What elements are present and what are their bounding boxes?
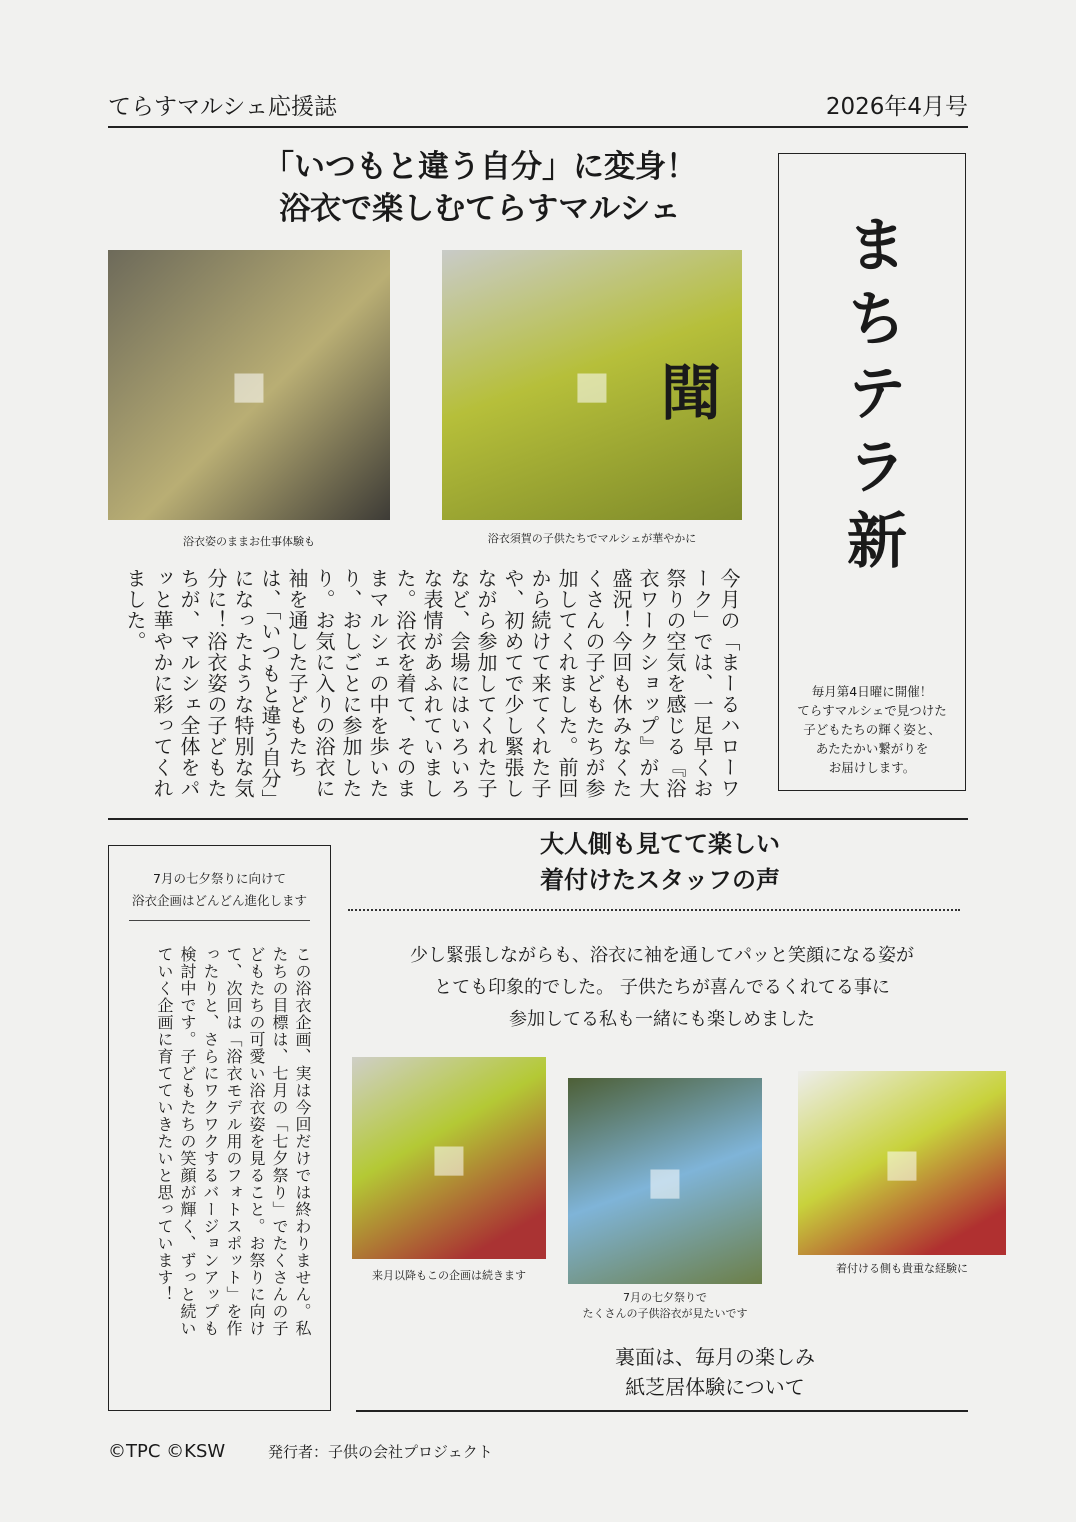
quote-line: 少し緊張しながらも、浴衣に袖を通してパッと笑顔になる姿が bbox=[410, 945, 914, 966]
box-heading bbox=[109, 868, 330, 912]
photo4-caption-line1: 7月の七夕祭りで bbox=[623, 1291, 707, 1304]
bottom-rule bbox=[356, 1410, 968, 1412]
section-rule bbox=[108, 818, 968, 820]
dotted-divider bbox=[348, 909, 960, 911]
header-rule bbox=[108, 126, 968, 128]
masthead-text-line: お届けします。 bbox=[828, 760, 916, 775]
photo-staff-dressing bbox=[798, 1071, 1006, 1255]
staff-section-title bbox=[430, 826, 890, 898]
masthead-text-line: 毎月第4日曜に開催！ bbox=[811, 684, 933, 699]
publication-name: てらすマルシェ応援誌 bbox=[108, 94, 337, 120]
masthead-text-line: 子どもたちの輝く姿と、 bbox=[803, 722, 941, 737]
photo1-caption: 浴衣姿のままお仕事体験も bbox=[183, 535, 315, 548]
staff-quote bbox=[348, 940, 976, 1036]
back-teaser-line2: 紙芝居体験について bbox=[625, 1375, 805, 1399]
box-heading-line2: 浴衣企画はどんどん進化します bbox=[131, 893, 307, 908]
publisher: 発行者：子供の会社プロジェクト bbox=[268, 1443, 493, 1461]
box-divider bbox=[129, 920, 310, 921]
photo2-caption: 浴衣須賀の子供たちでマルシェが華やかに bbox=[487, 532, 697, 545]
photo-dressing-yukata bbox=[352, 1057, 546, 1259]
masthead-text-line: あたたかい繋がりを bbox=[815, 741, 929, 756]
article-title-line1: 「いつもと違う自分」に変身！ bbox=[263, 149, 697, 185]
issue-date: 2026年4月号 bbox=[825, 94, 968, 120]
back-teaser-line1: 裏面は、毎月の楽しみ bbox=[615, 1345, 815, 1369]
camera-icon: ■ bbox=[647, 1159, 683, 1203]
photo4-caption-line2: たくさんの子供浴衣が見たいです bbox=[582, 1307, 748, 1320]
masthead-text-line: てらすマルシェで見つけた bbox=[797, 703, 947, 718]
quote-line: 参加してる私も一緒にも楽しめました bbox=[509, 1009, 815, 1030]
photo5-caption: 着付ける側も貴重な経験に bbox=[836, 1262, 968, 1275]
article-title-line2: 浴衣で楽しむてらすマルシェ bbox=[279, 191, 681, 227]
camera-icon: ■ bbox=[431, 1136, 467, 1180]
copyright: ©TPC ©KSW bbox=[108, 1441, 226, 1462]
masthead-description bbox=[779, 682, 965, 777]
masthead-title: まちテラ新聞 bbox=[651, 213, 907, 583]
photo-hairdresser-experience bbox=[108, 250, 390, 520]
staff-title-line1: 大人側も見てて楽しい bbox=[540, 830, 780, 858]
box-body: この浴衣企画、実は今回だけでは終わりません。私たちの目標は、七月の「七夕祭り」でたくさんの子どもたちの可愛い浴衣姿を見ること。お祭りに向けて、次回は「浴衣モデル用のフォトスポット」を作ったりと、さらにワクワクするバージョンアップも検討中です。子どもたちの笑顔が輝く、ずっと続いていく企画に育てていきたいと思っています！ bbox=[155, 946, 312, 1337]
camera-icon: ■ bbox=[574, 363, 610, 407]
camera-icon: ■ bbox=[231, 363, 267, 407]
box-heading-line1: 7月の七夕祭りに向けて bbox=[153, 871, 286, 886]
back-page-teaser bbox=[560, 1342, 870, 1402]
masthead-box bbox=[651, 153, 966, 791]
staff-title-line2: 着付けたスタッフの声 bbox=[540, 866, 780, 894]
article-body: 今月の「まーるハローワーク」では、一足早くお祭りの空気を感じる『浴衣ワークショップ』が大盛況！今回も休みなくたくさんの子どもたちが参加してくれました。前回から続けて来てくれた子や、初めてで少し緊張しながら参加してくれた子など、会場にはいろいろな表情があふれていました。浴衣を着て、そのままマルシェの中を歩いたり、おしごとに参加したり。お気に入りの浴衣に袖を通した子どもたちは、「いつもと違う自分」になったような特別な気分に！浴衣姿の子どもたちが、マルシェ全体をパッと華やかに彩ってくれました。 bbox=[123, 568, 741, 810]
photo4-caption bbox=[548, 1290, 782, 1322]
article-title bbox=[220, 146, 740, 230]
camera-icon: ■ bbox=[884, 1141, 920, 1185]
photo3-caption: 来月以降もこの企画は続きます bbox=[372, 1269, 526, 1282]
photo-two-children bbox=[568, 1078, 762, 1284]
quote-line: とても印象的でした。 子供たちが喜んでるくれてる事に bbox=[434, 977, 890, 998]
